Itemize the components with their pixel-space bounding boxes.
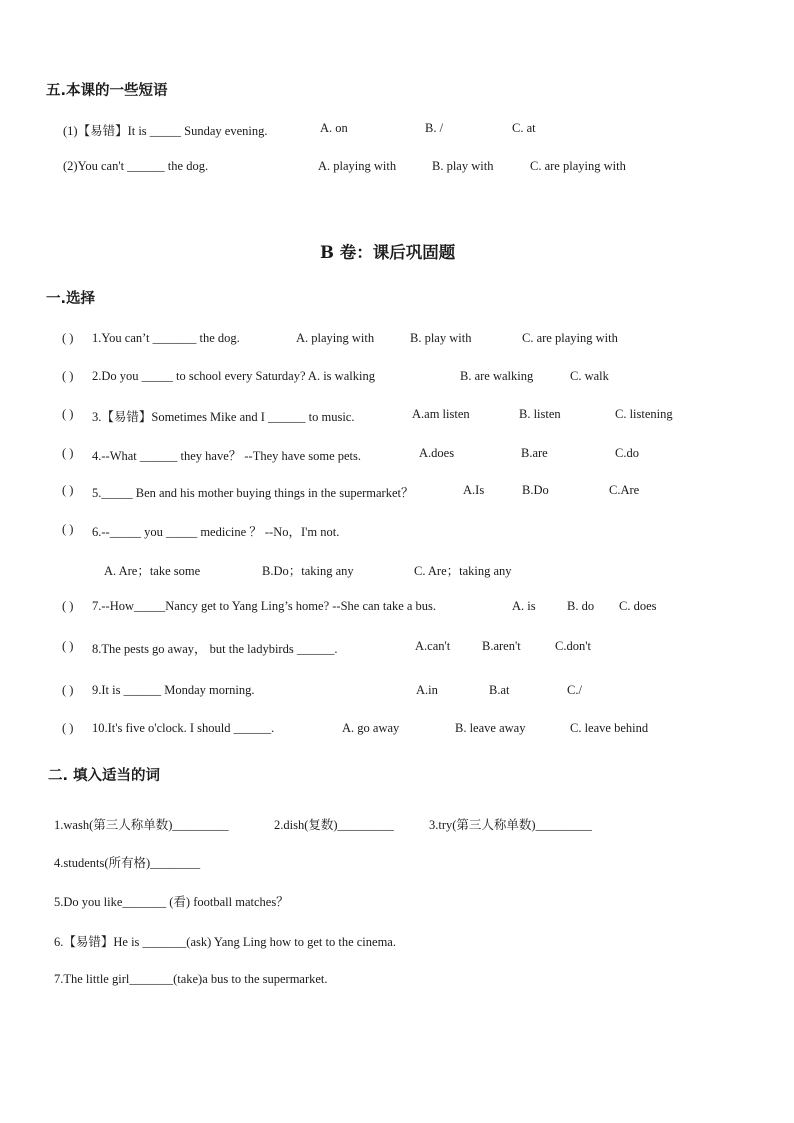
choice-question-4-option-a: A.does <box>419 446 455 460</box>
answer-blank[interactable]: ( ) <box>62 639 74 653</box>
choice-question-5-option-a: A.Is <box>463 483 485 497</box>
section-heading-choice: 一.选择 <box>46 291 96 307</box>
choice-question-5-option-c: C.Are <box>609 483 640 497</box>
choice-question-10-option-b: B. leave away <box>455 721 526 735</box>
choice-question-10-stem: 10.It's five o'clock. I should ______. <box>92 721 275 735</box>
choice-question-1-option-a: A. playing with <box>296 331 375 345</box>
phrase-question-1-option-b: B. / <box>425 121 444 135</box>
fill-item-4[interactable]: 4.students(所有格)________ <box>54 856 201 870</box>
choice-question-6-option-c: C. Are；taking any <box>414 564 512 578</box>
fill-item-7[interactable]: 7.The little girl_______(take)a bus to the supermarket. <box>54 972 328 986</box>
choice-question-9-option-c: C./ <box>567 683 582 697</box>
choice-question-2-option-c: C. walk <box>570 369 609 383</box>
choice-question-5-option-b: B.Do <box>522 483 549 497</box>
section-heading-phrases: 五.本课的一些短语 <box>46 83 168 99</box>
choice-question-7-option-c: C. does <box>619 599 657 613</box>
choice-question-9-option-b: B.at <box>489 683 510 697</box>
choice-question-4-option-c: C.do <box>615 446 639 460</box>
answer-blank[interactable]: ( ) <box>62 331 74 345</box>
fill-item-2[interactable]: 2.dish(复数)_________ <box>274 818 394 832</box>
choice-question-3-option-a: A.am listen <box>412 407 470 421</box>
choice-question-8-option-a: A.can't <box>415 639 451 653</box>
choice-question-8-option-b: B.aren't <box>482 639 521 653</box>
choice-question-8-stem: 8.The pests go away， but the ladybirds ______. <box>92 642 338 656</box>
phrase-question-2-option-b: B. play with <box>432 159 494 173</box>
answer-blank[interactable]: ( ) <box>62 522 74 536</box>
choice-question-6-option-a: A. Are；take some <box>104 564 201 578</box>
answer-blank[interactable]: ( ) <box>62 599 74 613</box>
choice-question-7-option-b: B. do <box>567 599 595 613</box>
choice-question-3-option-b: B. listen <box>519 407 561 421</box>
phrase-question-2-option-c: C. are playing with <box>530 159 626 173</box>
fill-item-3[interactable]: 3.try(第三人称单数)_________ <box>429 818 592 832</box>
answer-blank[interactable]: ( ) <box>62 446 74 460</box>
choice-question-2-option-b: B. are walking <box>460 369 534 383</box>
choice-question-1-option-c: C. are playing with <box>522 331 618 345</box>
choice-question-2-stem: 2.Do you _____ to school every Saturday? A. is walking <box>92 369 375 383</box>
choice-question-6-option-b: B.Do；taking any <box>262 564 354 578</box>
answer-blank[interactable]: ( ) <box>62 407 74 421</box>
part-b-title: B 卷：课后巩固题 <box>320 243 456 262</box>
choice-question-10-option-c: C. leave behind <box>570 721 649 735</box>
answer-blank[interactable]: ( ) <box>62 683 74 697</box>
fill-item-6[interactable]: 6.【易错】He is _______(ask) Yang Ling how to get to the cinema. <box>54 935 396 949</box>
choice-question-1-option-b: B. play with <box>410 331 472 345</box>
phrase-question-2-stem: (2)You can't ______ the dog. <box>63 159 209 173</box>
choice-question-3-stem: 3.【易错】Sometimes Mike and I ______ to music. <box>92 410 355 424</box>
choice-question-8-option-c: C.don't <box>555 639 591 653</box>
phrase-question-2-option-a: A. playing with <box>318 159 397 173</box>
answer-blank[interactable]: ( ) <box>62 369 74 383</box>
choice-question-7-option-a: A. is <box>512 599 536 613</box>
answer-blank[interactable]: ( ) <box>62 721 74 735</box>
choice-question-10-option-a: A. go away <box>342 721 400 735</box>
phrase-question-1-option-c: C. at <box>512 121 536 135</box>
choice-question-9-stem: 9.It is ______ Monday morning. <box>92 683 255 697</box>
fill-item-1[interactable]: 1.wash(第三人称单数)_________ <box>54 818 229 832</box>
choice-question-6-stem: 6.--_____ you _____ medicine ？ --No，I'm not. <box>92 525 340 539</box>
choice-question-5-stem: 5._____ Ben and his mother buying things in the supermarket？ <box>92 486 414 500</box>
choice-question-1-stem: 1.You can’t _______ the dog. <box>92 331 240 345</box>
answer-blank[interactable]: ( ) <box>62 483 74 497</box>
phrase-question-1-option-a: A. on <box>320 121 348 135</box>
fill-item-5[interactable]: 5.Do you like_______ (看) football matches？ <box>54 895 289 909</box>
choice-question-9-option-a: A.in <box>416 683 438 697</box>
choice-question-3-option-c: C. listening <box>615 407 673 421</box>
section-heading-fill-in: 二. 填入适当的词 <box>48 768 161 784</box>
choice-question-4-stem: 4.--What ______ they have？ --They have some pets. <box>92 449 362 463</box>
choice-question-7-stem: 7.--How_____Nancy get to Yang Ling’s home? --She can take a bus. <box>92 599 437 613</box>
phrase-question-1-stem: (1)【易错】It is _____ Sunday evening. <box>63 124 268 138</box>
choice-question-4-option-b: B.are <box>521 446 548 460</box>
